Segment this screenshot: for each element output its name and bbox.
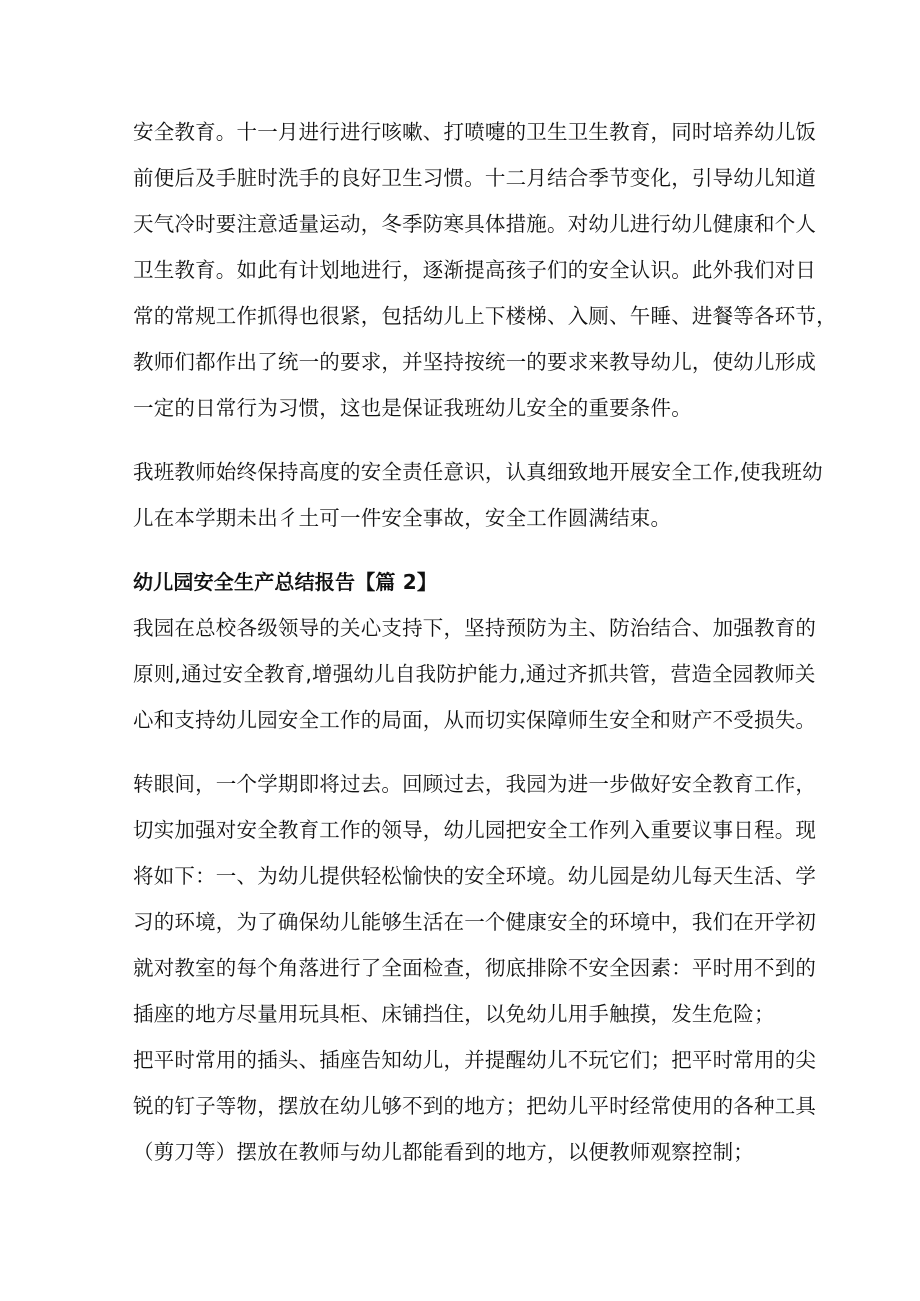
text-line: 把平时常用的插头、插座告知幼儿，并提醒幼儿不玩它们；把平时常用的尖 bbox=[133, 1048, 817, 1072]
text-line: 就对教室的每个角落进行了全面检查，彻底排除不安全因素：平时用不到的 bbox=[133, 956, 817, 980]
text-line: 儿在本学期未出彳土可一件安全事故，安全工作圆满结束。 bbox=[133, 506, 672, 530]
text-line: 转眼间，一个学期即将过去。回顾过去，我园为进一步做好安全教育工作， bbox=[133, 772, 817, 796]
text-line: 切实加强对安全教育工作的领导，幼儿园把安全工作列入重要议事日程。现 bbox=[133, 818, 817, 842]
text-line: 原则,通过安全教育,增强幼儿自我防护能力,通过齐抓共管，营造全园教师关 bbox=[133, 662, 816, 686]
text-line: 锐的钉子等物，摆放在幼儿够不到的地方；把幼儿平时经常使用的各种工具 bbox=[133, 1094, 817, 1118]
text-line: 一定的日常行为习惯，这也是保证我班幼儿安全的重要条件。 bbox=[133, 396, 692, 420]
text-line: 我班教师始终保持高度的安全责任意识，认真细致地开展安全工作,使我班幼 bbox=[133, 460, 823, 484]
text-line: 卫生教育。如此有计划地进行，逐渐提高孩子们的安全认识。此外我们对日 bbox=[133, 258, 817, 282]
text-line: 插座的地方尽量用玩具柜、床铺挡住，以免幼儿用手触摸，发生危险； bbox=[133, 1002, 775, 1026]
text-line: 我园在总校各级领导的关心支持下，坚持预防为主、防治结合、加强教育的 bbox=[133, 616, 817, 640]
text-line: 习的环境，为了确保幼儿能够生活在一个健康安全的环境中，我们在开学初 bbox=[133, 910, 817, 934]
text-line: 教师们都作出了统一的要求，并坚持按统一的要求来教导幼儿，使幼儿形成 bbox=[133, 350, 817, 374]
text-line: 天气冷时要注意适量运动，冬季防寒具体措施。对幼儿进行幼儿健康和个人 bbox=[133, 212, 817, 236]
text-line: 前便后及手脏时洗手的良好卫生习惯。十二月结合季节变化，引导幼儿知道 bbox=[133, 166, 817, 190]
text-line: 心和支持幼儿园安全工作的局面，从而切实保障师生安全和财产不受损失。 bbox=[133, 708, 817, 732]
text-line: 将如下：一、为幼儿提供轻松愉快的安全环境。幼儿园是幼儿每天生活、学 bbox=[133, 864, 817, 888]
text-line: （剪刀等）摆放在教师与幼儿都能看到的地方，以便教师观察控制； bbox=[133, 1140, 754, 1164]
text-line: 安全教育。十一月进行进行咳嗽、打喷嚏的卫生卫生教育，同时培养幼儿饭 bbox=[133, 120, 817, 144]
text-line: 常的常规工作抓得也很紧，包括幼儿上下楼梯、入厕、午睡、进餐等各环节， bbox=[133, 304, 837, 328]
section-heading: 幼儿园安全生产总结报告【篇 2】 bbox=[133, 570, 438, 594]
